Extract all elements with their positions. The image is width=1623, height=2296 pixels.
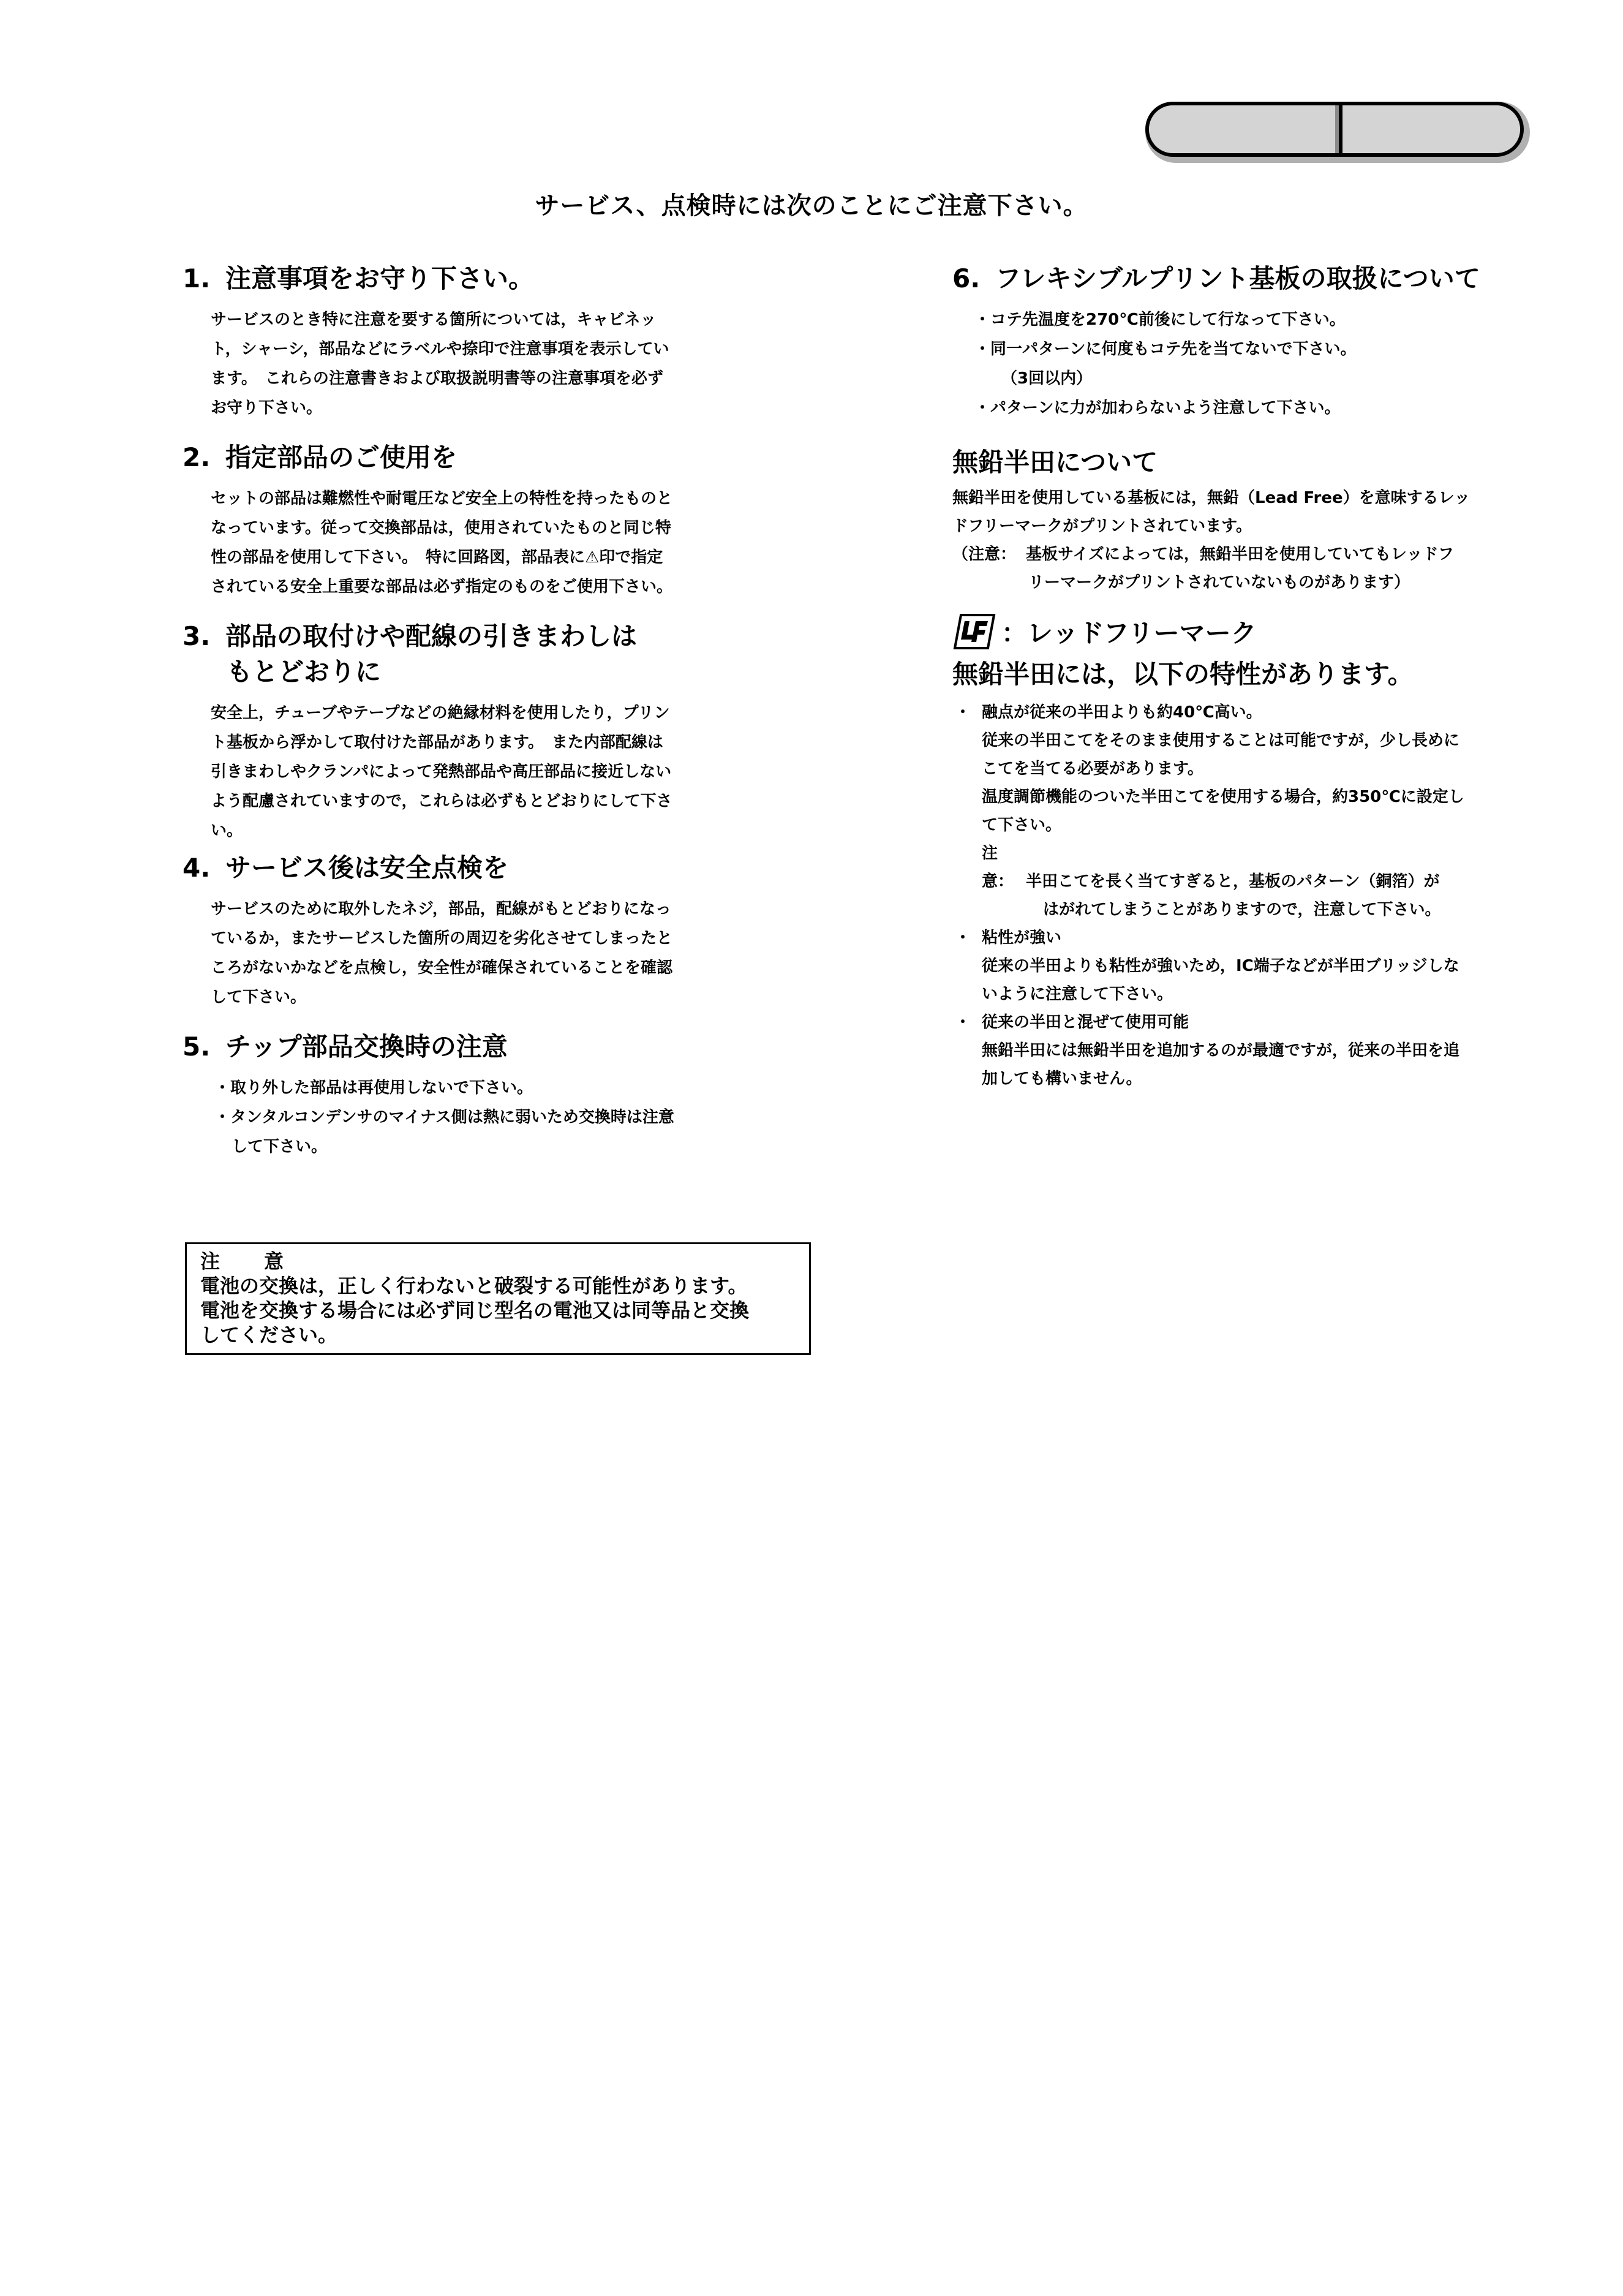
section-6-bullet: ・同一パターンに何度もコテ先を当てないで下さい。 — [974, 340, 1357, 358]
lead-free-mark-row — [952, 613, 1540, 651]
section-4-heading — [183, 850, 758, 886]
prop-caution — [982, 839, 1540, 924]
section-4-line: サービスのために取外したネジ，部品，配線がもとどおりになっ — [211, 900, 671, 918]
section-1-body — [211, 305, 758, 423]
bullet-dot: ・ — [955, 703, 971, 722]
prop-title: 融点が従来の半田よりも約40℃高い。 — [982, 703, 1262, 722]
lead-free-mark-icon — [952, 613, 996, 651]
bullet-dot: ・ — [955, 929, 971, 947]
header-tab-left — [1149, 105, 1342, 153]
section-3-line: 安全上，チューブやテープなどの絶縁材料を使用したり，プリン — [211, 704, 670, 722]
section-4-line: ているか，またサービスした箇所の周辺を劣化させてしまったと — [211, 929, 673, 948]
lead-free-intro-line: ドフリーマークがプリントされています。 — [952, 517, 1252, 535]
section-5-body — [214, 1073, 758, 1161]
section-2-line: 性の部品を使用して下さい。 特に回路図，部品表に⚠印で指定 — [211, 548, 663, 567]
section-1-line: お守り下さい。 — [211, 399, 323, 417]
section-3-title-cont: もとどおりに — [227, 657, 382, 687]
section-3-number: 3. — [183, 621, 211, 651]
lead-free-props-list — [952, 698, 1540, 1093]
section-6-bullet: ・パターンに力が加わらないよう注意して下さい。 — [974, 399, 1341, 417]
caution-box-line: 電池を交換する場合には必ず同じ型名の電池又は同等品と交換 — [200, 1299, 750, 1322]
lead-free-note — [952, 540, 1540, 597]
section-1-line: ます。 これらの注意書きおよび取扱説明書等の注意事項を必ず — [211, 369, 663, 388]
section-6 — [952, 261, 1540, 423]
caution-box-line: 電池の交換は，正しく行わないと破裂する可能性があります。 — [200, 1274, 748, 1297]
header-tab-frame — [1145, 102, 1524, 157]
list-item — [952, 698, 1540, 924]
section-5-bullet-cont: して下さい。 — [232, 1138, 328, 1156]
section-5-bullet: ・取り外した部品は再使用しないで下さい。 — [214, 1079, 533, 1097]
section-2-line: セットの部品は難燃性や耐電圧など安全上の特性を持ったものと — [211, 489, 673, 508]
section-3 — [183, 619, 758, 845]
prop-caution-line: はがれてしまうことがありますので，注意して下さい。 — [1043, 901, 1441, 919]
lead-free-section — [952, 445, 1540, 1093]
section-4 — [183, 850, 758, 1012]
section-1 — [183, 261, 758, 423]
section-3-line: ト基板から浮かして取付けた部品があります。 また内部配線は — [211, 733, 663, 752]
section-4-body — [211, 894, 758, 1012]
section-5-heading — [183, 1029, 758, 1065]
section-3-heading — [183, 619, 758, 690]
section-6-title: フレキシブルプリント基板の取扱について — [995, 263, 1480, 293]
caution-box-title: 注 意 — [200, 1250, 296, 1273]
section-3-line: よう配慮されていますので，これらは必ずもとどおりにして下さ — [211, 792, 672, 810]
prop-detail: 従来の半田こてをそのまま使用することは可能ですが，少し長めに — [982, 731, 1460, 750]
lead-free-intro — [952, 484, 1540, 540]
section-5-bullet: ・タンタルコンデンサのマイナス側は熱に弱いため交換時は注意 — [214, 1108, 674, 1127]
section-6-number: 6. — [952, 263, 981, 293]
header-tab — [1145, 102, 1530, 163]
section-1-title: 注意事項をお守り下さい。 — [225, 263, 535, 293]
section-2-body — [211, 484, 758, 602]
lead-free-props-heading: 無鉛半田には，以下の特性があります。 — [952, 659, 1414, 689]
section-2-line: なっています。従って交換部品は，使用されていたものと同じ特 — [211, 519, 671, 537]
section-3-line: 引きまわしやクランパによって発熱部品や高圧部品に接近しない — [211, 763, 672, 781]
prop-detail: いように注意して下さい。 — [982, 985, 1173, 1003]
left-column — [183, 261, 758, 1179]
section-4-number: 4. — [183, 853, 211, 883]
section-5 — [183, 1029, 758, 1161]
lead-free-note-line: 基板サイズによっては，無鉛半田を使用していてもレッドフ — [1026, 545, 1454, 564]
section-3-line: い。 — [211, 821, 243, 840]
prop-detail: 加しても構いません。 — [982, 1070, 1142, 1088]
prop-caution-label: 注意： — [982, 844, 1014, 891]
section-2-number: 2. — [183, 442, 211, 472]
lead-free-note-label: （注意： — [952, 545, 1017, 564]
prop-title: 従来の半田と混ぜて使用可能 — [982, 1013, 1189, 1032]
lead-free-intro-line: 無鉛半田を使用している基板には，無鉛（Lead Free）を意味するレッ — [952, 489, 1470, 507]
lead-free-note-line: リーマークがプリントされていないものがあります） — [1028, 573, 1410, 592]
section-2 — [183, 440, 758, 602]
prop-title: 粘性が強い — [982, 929, 1062, 947]
prop-detail: 従来の半田よりも粘性が強いため，IC端子などが半田ブリッジしな — [982, 957, 1459, 975]
section-2-line: されている安全上重要な部品は必ず指定のものをご使用下さい。 — [211, 578, 673, 596]
section-6-body — [974, 305, 1540, 423]
prop-caution-line: 半田こてを長く当てすぎると，基板のパターン（銅箔）が — [1026, 872, 1440, 891]
section-4-line: ころがないかなどを点検し，安全性が確保されていることを確認 — [211, 959, 673, 977]
prop-detail: こてを当てる必要があります。 — [982, 760, 1203, 778]
section-3-title: 部品の取付けや配線の引きまわしは — [225, 621, 638, 651]
page-title: サービス、点検時には次のことにご注意下さい。 — [535, 192, 1088, 220]
section-5-title: チップ部品交換時の注意 — [225, 1032, 508, 1062]
section-5-number: 5. — [183, 1032, 211, 1062]
right-column — [952, 261, 1540, 1093]
battery-caution-box — [185, 1242, 811, 1355]
prop-detail: 無鉛半田には無鉛半田を追加するのが最適ですが，従来の半田を追 — [982, 1041, 1460, 1060]
section-1-heading — [183, 261, 758, 296]
list-item — [952, 924, 1540, 1008]
section-4-title: サービス後は安全点検を — [225, 853, 509, 883]
prop-detail: て下さい。 — [982, 816, 1062, 834]
caution-box-line: してください。 — [200, 1323, 338, 1346]
section-1-line: サービスのとき特に注意を要する箇所については，キャビネッ — [211, 311, 657, 329]
list-item — [952, 1008, 1540, 1093]
section-2-title: 指定部品のご使用を — [225, 442, 458, 472]
section-4-line: して下さい。 — [211, 988, 307, 1006]
section-2-heading — [183, 440, 758, 475]
lead-free-mark-label: ：レッドフリーマーク — [1001, 618, 1257, 648]
bullet-dot: ・ — [955, 1013, 971, 1032]
lead-free-heading: 無鉛半田について — [952, 447, 1158, 477]
section-6-heading — [952, 261, 1540, 296]
header-tab-right — [1342, 105, 1520, 153]
section-6-bullet-sub: （3回以内） — [1001, 369, 1093, 388]
section-1-line: ト，シャーシ，部品などにラベルや捺印で注意事項を表示してい — [211, 340, 669, 358]
section-3-body — [211, 698, 758, 845]
section-1-number: 1. — [183, 263, 211, 293]
section-6-bullet: ・コテ先温度を270℃前後にして行なって下さい。 — [974, 311, 1346, 329]
prop-detail: 温度調節機能のついた半田こてを使用する場合，約350℃に設定し — [982, 788, 1464, 806]
